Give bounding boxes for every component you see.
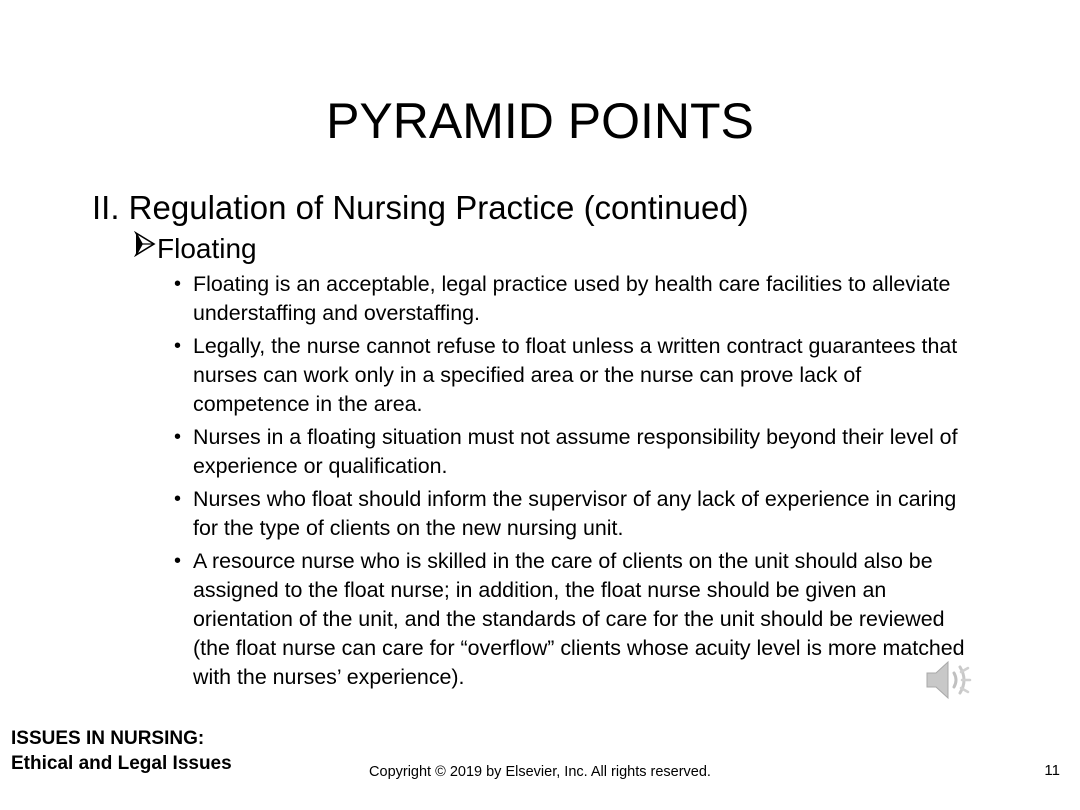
list-item (174, 423, 983, 481)
speaker-icon[interactable] (924, 658, 974, 702)
book-title-line1: ISSUES IN NURSING: (11, 728, 205, 749)
bullet-dot: • (174, 488, 182, 510)
bullet-dot: • (174, 550, 182, 572)
slide-content (92, 188, 992, 696)
bullet-text: Nurses who float should inform the supervisor of any lack of experience in caring for the type of clients on the new nursing unit. (193, 487, 957, 540)
bullet-text: Floating is an acceptable, legal practice used by health care facilities to alleviate understaffing and overstaffing. (193, 272, 951, 325)
slide-title: PYRAMID POINTS (326, 93, 754, 149)
bullet-dot: • (174, 426, 182, 448)
page-number: 11 (1044, 762, 1060, 779)
book-title-line2: Ethical and Legal Issues (11, 753, 232, 774)
bullet-text: A resource nurse who is skilled in the care of clients on the unit should also be assigned to the float nurse; in addition, the float nurse should be given an orientation of the unit, and the standards of care for the unit should be reviewed (the float nurse can care for “overflow” clients whose acuity level is more matched with the nurses’ experience). (193, 549, 965, 689)
bullet-dot: • (174, 273, 182, 295)
list-item (174, 485, 983, 543)
copyright-notice: Copyright © 2019 by Elsevier, Inc. All rights reserved. (369, 764, 711, 780)
bullet-text: Nurses in a floating situation must not assume responsibility beyond their level of experience or qualification. (193, 425, 958, 478)
bullet-dot: • (174, 335, 182, 357)
arrow-bullet-icon (134, 231, 156, 257)
subheading (134, 232, 992, 266)
section-heading: II. Regulation of Nursing Practice (continued) (92, 189, 749, 226)
list-item (174, 547, 983, 692)
list-item (174, 332, 983, 419)
list-item (174, 270, 983, 328)
subheading-label: Floating (157, 233, 257, 264)
bullet-text: Legally, the nurse cannot refuse to float unless a written contract guarantees that nurses can work only in a specified area or the nurse can prove lack of competence in the area. (193, 334, 958, 416)
bullet-list (92, 270, 992, 692)
